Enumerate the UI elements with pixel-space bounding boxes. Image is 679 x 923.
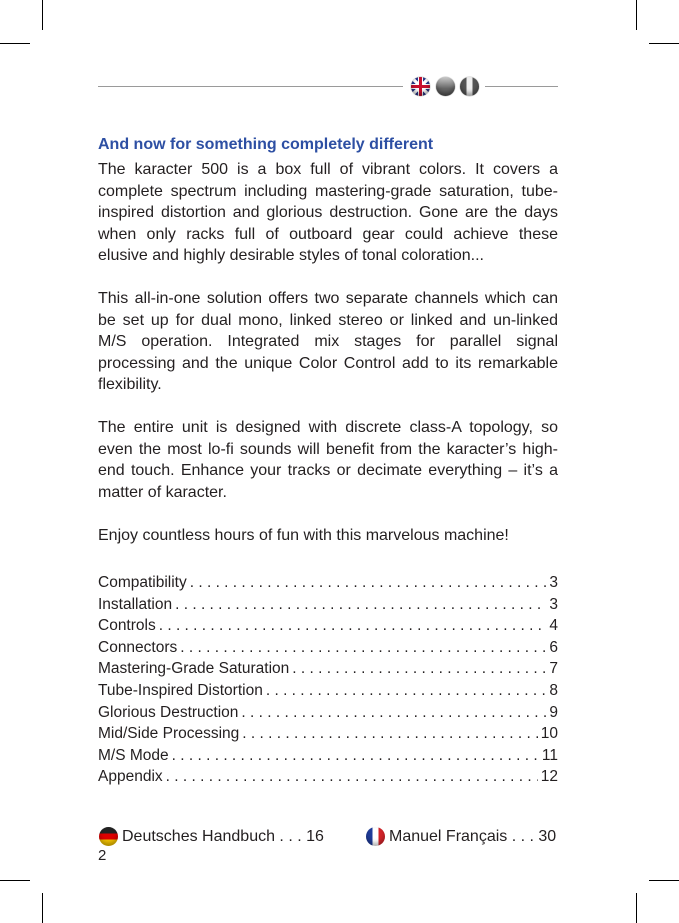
dot-leader	[292, 658, 546, 680]
paragraph: Enjoy countless hours of fun with this marvelous machine!	[98, 526, 509, 544]
dot-leader	[172, 745, 539, 767]
toc-entry[interactable]	[98, 572, 558, 594]
toc-label: Tube-Inspired Distortion	[98, 681, 263, 699]
german-flag-icon	[99, 827, 118, 846]
crop-mark	[649, 880, 679, 881]
toc-label: Compatibility	[98, 574, 187, 591]
toc-entry[interactable]	[98, 745, 558, 767]
toc-label: Mid/Side Processing	[98, 725, 240, 743]
uk-flag-icon[interactable]	[411, 77, 430, 96]
toc-label: Controls	[98, 617, 156, 635]
german-flag-icon[interactable]	[436, 77, 455, 96]
dot-leader	[175, 594, 546, 616]
dot-leader	[166, 766, 538, 788]
toc-page: 10	[540, 725, 558, 743]
toc-entry[interactable]	[98, 723, 558, 745]
intro-section	[98, 134, 558, 568]
toc-page: 3	[549, 574, 558, 591]
crop-mark	[636, 0, 637, 30]
toc-entry[interactable]	[98, 615, 558, 637]
toc-label: Mastering-Grade Saturation	[98, 660, 290, 678]
french-flag-icon[interactable]	[460, 77, 479, 96]
table-of-contents	[98, 572, 558, 788]
french-flag-icon	[366, 827, 385, 846]
paragraph: The entire unit is designed with discrete class-A topology, so even the most lo-fi sounds will benefit from the karacter’s high-end touch. Enhance your tracks or decimate everything – it’s a matter of karacter.	[98, 419, 558, 501]
toc-label: Installation	[98, 595, 173, 613]
toc-label: Appendix	[98, 768, 163, 786]
toc-page: 6	[549, 638, 558, 656]
paragraph: This all-in-one solution offers two separate channels which can be set up for dual mono, linked stereo or linked and un-linked M/S operation. Integrated mix stages for parallel signal processing and the unique Color Control add to its remarkable flexibility.	[98, 290, 558, 393]
paragraph: The karacter 500 is a box full of vibrant colors. It covers a complete spectrum including mastering-grade saturation, tube-inspired distortion and glorious destruction. Gone are the days when only racks full of outboard gear could achieve these elusive and highly desirable styles of tonal coloration...	[98, 161, 558, 264]
section-heading: And now for something completely different	[98, 136, 434, 153]
dot-leader	[159, 615, 547, 637]
toc-entry[interactable]	[98, 594, 558, 616]
crop-mark	[42, 893, 43, 923]
german-manual-label: Deutsches Handbuch . . . 16	[122, 827, 324, 845]
toc-page: 8	[549, 681, 558, 699]
toc-page: 12	[540, 768, 558, 786]
toc-page: 7	[549, 660, 558, 678]
toc-entry[interactable]	[98, 680, 558, 702]
crop-mark	[0, 880, 30, 881]
crop-mark	[42, 0, 43, 30]
toc-entry[interactable]	[98, 702, 558, 724]
toc-label: M/S Mode	[98, 746, 169, 764]
toc-page: 4	[549, 617, 558, 635]
toc-page: 9	[549, 703, 558, 721]
french-manual-label: Manuel Français . . . 30	[389, 827, 557, 845]
toc-page: 11	[541, 746, 558, 764]
dot-leader	[241, 702, 546, 724]
toc-label: Connectors	[98, 638, 178, 656]
toc-label: Glorious Destruction	[98, 703, 239, 721]
crop-mark	[0, 43, 30, 44]
header-rule	[485, 86, 558, 87]
german-manual-link[interactable]	[99, 827, 324, 846]
toc-entry[interactable]	[98, 637, 558, 659]
header-rule	[98, 86, 403, 87]
french-manual-link[interactable]	[366, 827, 556, 846]
dot-leader	[266, 680, 547, 702]
page-number: 2	[98, 847, 107, 864]
toc-entry[interactable]	[98, 766, 558, 788]
toc-page: 3	[549, 595, 558, 613]
dot-leader	[180, 637, 546, 659]
crop-mark	[636, 893, 637, 923]
dot-leader	[242, 723, 537, 745]
toc-entry[interactable]	[98, 658, 558, 680]
crop-mark	[649, 43, 679, 44]
dot-leader	[190, 572, 547, 594]
